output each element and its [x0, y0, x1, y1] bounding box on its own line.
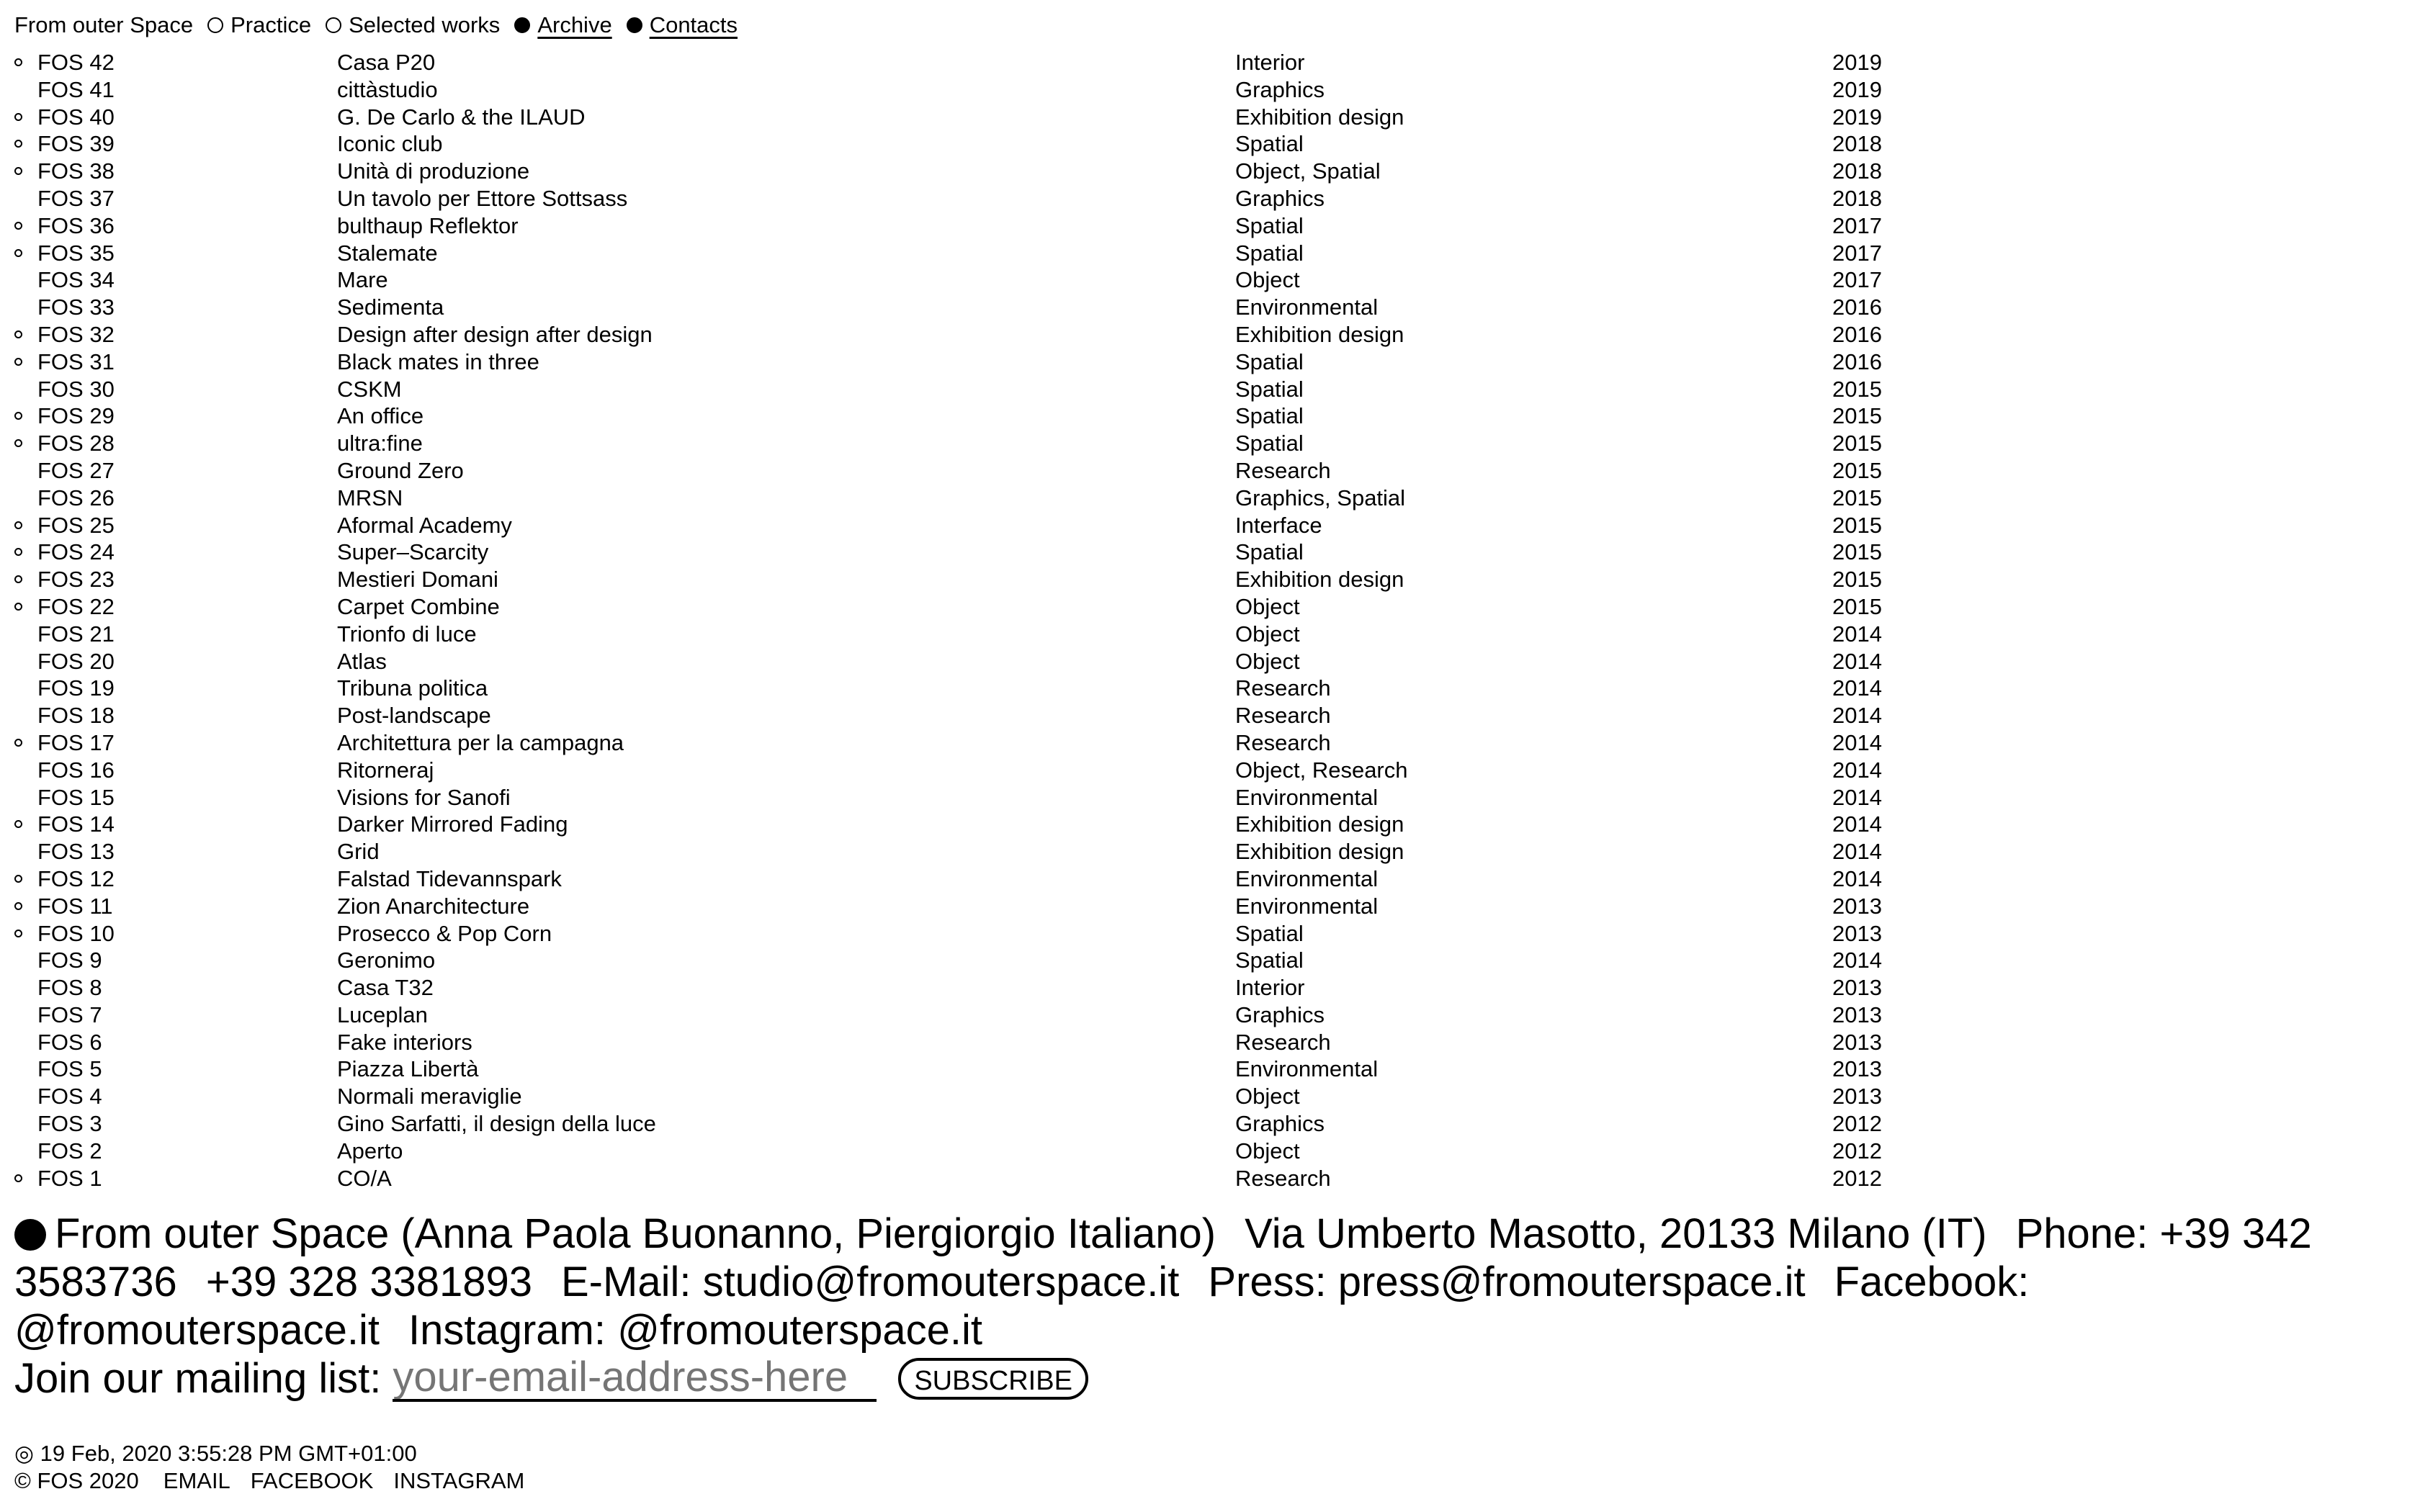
project-code: FOS 38 — [37, 158, 115, 184]
project-title[interactable]: Tribuna politica — [337, 675, 488, 701]
project-title[interactable]: cittàstudio — [337, 76, 438, 102]
project-year: 2015 — [1832, 485, 1882, 510]
table-row[interactable] — [0, 485, 2420, 512]
table-row[interactable] — [0, 402, 2420, 430]
project-code: FOS 15 — [37, 784, 115, 810]
project-title[interactable]: Aformal Academy — [337, 512, 512, 538]
project-category: Exhibition design — [1235, 839, 1404, 865]
project-title[interactable]: Unità di produzione — [337, 158, 530, 184]
selected-work-circle-icon — [14, 113, 22, 121]
project-code: FOS 21 — [37, 621, 115, 647]
project-category: Spatial — [1235, 948, 1304, 973]
project-year: 2015 — [1832, 431, 1882, 456]
table-row[interactable] — [0, 920, 2420, 948]
table-row[interactable] — [0, 1083, 2420, 1110]
project-year: 2016 — [1832, 321, 1882, 347]
project-title[interactable]: Fake interiors — [337, 1029, 472, 1055]
project-title[interactable]: Luceplan — [337, 1002, 428, 1027]
project-title[interactable]: Casa T32 — [337, 975, 434, 1001]
nav-label: Archive — [537, 12, 612, 37]
project-year: 2015 — [1832, 457, 1882, 483]
project-year: 2013 — [1832, 1002, 1882, 1027]
project-title[interactable]: Sedimenta — [337, 294, 444, 320]
selected-work-circle-icon — [14, 820, 22, 828]
email-input[interactable] — [393, 1356, 877, 1402]
project-year: 2016 — [1832, 294, 1882, 320]
project-title[interactable]: Black mates in three — [337, 348, 539, 374]
phone[interactable]: Phone: +39 342 3583736 — [14, 1210, 2312, 1305]
project-year: 2012 — [1832, 1111, 1882, 1137]
selected-work-circle-icon — [14, 1174, 22, 1182]
table-row[interactable] — [0, 1002, 2420, 1029]
project-code: FOS 11 — [37, 893, 113, 919]
project-title[interactable]: Mestieri Domani — [337, 567, 498, 593]
project-title[interactable]: Carpet Combine — [337, 593, 500, 619]
project-year: 2014 — [1832, 948, 1882, 973]
open-circle-icon — [207, 17, 223, 33]
table-row[interactable] — [0, 974, 2420, 1002]
filled-circle-icon — [514, 17, 530, 33]
archive-table — [0, 49, 2420, 1192]
project-title[interactable]: Trionfo di luce — [337, 621, 477, 647]
project-title[interactable]: Design after design after design — [337, 321, 653, 347]
project-year: 2018 — [1832, 158, 1882, 184]
project-code: FOS 19 — [37, 675, 115, 701]
project-code: FOS 28 — [37, 431, 115, 456]
table-row[interactable] — [0, 893, 2420, 920]
table-row[interactable] — [0, 294, 2420, 321]
project-title[interactable]: CO/A — [337, 1165, 392, 1191]
nav-contacts[interactable] — [627, 12, 738, 39]
project-year: 2019 — [1832, 50, 1882, 75]
selected-work-circle-icon — [14, 603, 22, 611]
project-code: FOS 5 — [37, 1056, 102, 1082]
project-category: Spatial — [1235, 539, 1304, 565]
project-year: 2013 — [1832, 975, 1882, 1001]
project-code: FOS 41 — [37, 76, 115, 102]
table-row[interactable] — [0, 702, 2420, 729]
selected-work-circle-icon — [14, 875, 22, 883]
footer-instagram-link[interactable]: INSTAGRAM — [393, 1468, 525, 1493]
project-year: 2015 — [1832, 539, 1882, 565]
project-category: Research — [1235, 675, 1331, 701]
project-year: 2015 — [1832, 593, 1882, 619]
page-footer — [14, 1210, 2406, 1495]
open-circle-icon — [326, 17, 341, 33]
project-category: Spatial — [1235, 920, 1304, 946]
project-title[interactable]: CSKM — [337, 376, 402, 402]
table-row[interactable] — [0, 430, 2420, 457]
selected-work-circle-icon — [14, 358, 22, 366]
project-code: FOS 1 — [37, 1165, 102, 1191]
project-title[interactable]: Zion Anarchitecture — [337, 893, 530, 919]
project-category: Spatial — [1235, 240, 1304, 266]
mailing-list-form — [14, 1354, 2406, 1403]
project-title[interactable]: bulthaup Reflektor — [337, 212, 519, 238]
project-year: 2015 — [1832, 512, 1882, 538]
project-category: Interior — [1235, 975, 1305, 1001]
project-code: FOS 32 — [37, 321, 115, 347]
selected-work-circle-icon — [14, 249, 22, 257]
timestamp-line — [14, 1440, 2406, 1467]
table-row[interactable] — [0, 376, 2420, 403]
project-code: FOS 25 — [37, 512, 115, 538]
project-title[interactable]: An office — [337, 403, 424, 429]
project-category: Research — [1235, 703, 1331, 729]
project-code: FOS 14 — [37, 811, 115, 837]
project-year: 2018 — [1832, 185, 1882, 211]
project-year: 2017 — [1832, 267, 1882, 293]
table-row[interactable] — [0, 212, 2420, 240]
project-category: Spatial — [1235, 431, 1304, 456]
selected-work-circle-icon — [14, 222, 22, 230]
project-category: Environmental — [1235, 784, 1379, 810]
table-row[interactable] — [0, 1165, 2420, 1192]
project-code: FOS 37 — [37, 185, 115, 211]
project-category: Research — [1235, 729, 1331, 755]
project-title[interactable]: Iconic club — [337, 131, 443, 157]
project-title[interactable]: Falstad Tidevannspark — [337, 865, 562, 891]
project-year: 2014 — [1832, 648, 1882, 674]
project-code: FOS 6 — [37, 1029, 102, 1055]
table-row[interactable] — [0, 947, 2420, 974]
project-year: 2014 — [1832, 675, 1882, 701]
project-code: FOS 29 — [37, 403, 115, 429]
filled-circle-icon — [627, 17, 642, 33]
project-code: FOS 17 — [37, 729, 115, 755]
table-row[interactable] — [0, 457, 2420, 485]
project-category: Exhibition design — [1235, 811, 1404, 837]
address: Via Umberto Masotto, 20133 Milano (IT) — [1245, 1210, 1987, 1257]
project-code: FOS 18 — [37, 703, 115, 729]
project-code: FOS 3 — [37, 1111, 102, 1137]
table-row[interactable] — [0, 76, 2420, 104]
email-contact[interactable]: E-Mail: studio@fromouterspace.it — [561, 1259, 1180, 1305]
project-title[interactable]: Grid — [337, 839, 380, 865]
project-title[interactable]: Piazza Libertà — [337, 1056, 479, 1082]
nav-archive[interactable] — [514, 12, 611, 39]
selected-work-circle-icon — [14, 548, 22, 556]
nav-label: Practice — [230, 12, 312, 37]
nav-label: Contacts — [649, 12, 738, 37]
project-year: 2013 — [1832, 893, 1882, 919]
project-title[interactable]: Visions for Sanofi — [337, 784, 511, 810]
selected-work-circle-icon — [14, 412, 22, 420]
selected-work-circle-icon — [14, 575, 22, 583]
project-year: 2014 — [1832, 621, 1882, 647]
project-category: Research — [1235, 1029, 1331, 1055]
table-row[interactable] — [0, 348, 2420, 376]
project-code: FOS 24 — [37, 539, 115, 565]
project-title[interactable]: Geronimo — [337, 948, 436, 973]
selected-work-circle-icon — [14, 739, 22, 747]
table-row[interactable] — [0, 566, 2420, 593]
instagram-contact[interactable]: Instagram: @fromouterspace.it — [408, 1307, 983, 1354]
press-contact[interactable]: Press: press@fromouterspace.it — [1208, 1259, 1806, 1305]
table-row[interactable] — [0, 729, 2420, 757]
project-title[interactable]: G. De Carlo & the ILAUD — [337, 104, 586, 130]
filled-circle-icon — [14, 1219, 46, 1251]
selected-work-circle-icon — [14, 330, 22, 338]
project-year: 2014 — [1832, 839, 1882, 865]
facebook-contact[interactable]: Facebook: @fromouterspace.it — [14, 1259, 2030, 1354]
project-category: Graphics — [1235, 185, 1325, 211]
project-year: 2014 — [1832, 784, 1882, 810]
project-code: FOS 9 — [37, 948, 102, 973]
target-icon: ◎ — [14, 1441, 40, 1466]
selected-work-circle-icon — [14, 521, 22, 529]
project-year: 2014 — [1832, 729, 1882, 755]
project-code: FOS 34 — [37, 267, 115, 293]
contact-info — [14, 1210, 2406, 1354]
project-code: FOS 10 — [37, 920, 115, 946]
table-row[interactable] — [0, 1029, 2420, 1056]
project-code: FOS 13 — [37, 839, 115, 865]
table-row[interactable] — [0, 865, 2420, 893]
project-category: Object — [1235, 593, 1300, 619]
project-code: FOS 4 — [37, 1084, 102, 1110]
project-category: Environmental — [1235, 1056, 1379, 1082]
project-code: FOS 22 — [37, 593, 115, 619]
table-row[interactable] — [0, 240, 2420, 267]
project-title[interactable]: Stalemate — [337, 240, 438, 266]
project-title[interactable]: Super–Scarcity — [337, 539, 489, 565]
project-code: FOS 7 — [37, 1002, 102, 1027]
project-year: 2015 — [1832, 567, 1882, 593]
project-code: FOS 27 — [37, 457, 115, 483]
nav-label: Selected works — [349, 12, 501, 37]
project-code: FOS 23 — [37, 567, 115, 593]
project-category: Spatial — [1235, 131, 1304, 157]
project-title[interactable]: Darker Mirrored Fading — [337, 811, 568, 837]
project-title[interactable]: Architettura per la campagna — [337, 729, 624, 755]
project-category: Interior — [1235, 50, 1305, 75]
project-title[interactable]: Mare — [337, 267, 388, 293]
project-title[interactable]: Un tavolo per Ettore Sottsass — [337, 185, 628, 211]
table-row[interactable] — [0, 838, 2420, 865]
project-code: FOS 36 — [37, 212, 115, 238]
project-year: 2015 — [1832, 403, 1882, 429]
table-row[interactable] — [0, 266, 2420, 294]
nav-practice[interactable] — [207, 12, 311, 39]
project-title[interactable]: Ritorneraj — [337, 757, 434, 783]
copyright: © FOS 2020 — [14, 1468, 139, 1493]
project-title[interactable]: Casa P20 — [337, 50, 436, 75]
project-year: 2014 — [1832, 865, 1882, 891]
project-category: Graphics — [1235, 1002, 1325, 1027]
footer-email-link[interactable]: EMAIL — [163, 1468, 230, 1493]
project-title[interactable]: MRSN — [337, 485, 403, 510]
project-category: Exhibition design — [1235, 104, 1404, 130]
table-row[interactable] — [0, 784, 2420, 811]
project-year: 2014 — [1832, 757, 1882, 783]
footer-links — [14, 1467, 2406, 1495]
project-year: 2019 — [1832, 104, 1882, 130]
table-row[interactable] — [0, 104, 2420, 131]
project-title[interactable]: Atlas — [337, 648, 387, 674]
table-row[interactable] — [0, 621, 2420, 648]
table-row[interactable] — [0, 675, 2420, 702]
table-row[interactable] — [0, 648, 2420, 675]
project-code: FOS 2 — [37, 1138, 102, 1164]
phone-2[interactable]: +39 328 3381893 — [205, 1259, 532, 1305]
project-year: 2017 — [1832, 240, 1882, 266]
project-year: 2013 — [1832, 1056, 1882, 1082]
project-title[interactable]: Normali meraviglie — [337, 1084, 522, 1110]
project-category: Object — [1235, 621, 1300, 647]
table-row[interactable] — [0, 539, 2420, 566]
project-code: FOS 33 — [37, 294, 115, 320]
project-year: 2014 — [1832, 703, 1882, 729]
project-category: Object — [1235, 648, 1300, 674]
selected-work-circle-icon — [14, 439, 22, 447]
table-row[interactable] — [0, 1110, 2420, 1138]
project-year: 2019 — [1832, 76, 1882, 102]
project-title[interactable]: Prosecco & Pop Corn — [337, 920, 552, 946]
project-code: FOS 26 — [37, 485, 115, 510]
project-year: 2013 — [1832, 920, 1882, 946]
project-year: 2017 — [1832, 212, 1882, 238]
project-title[interactable]: ultra:fine — [337, 431, 423, 456]
selected-work-circle-icon — [14, 930, 22, 937]
project-category: Graphics — [1235, 1111, 1325, 1137]
project-code: FOS 35 — [37, 240, 115, 266]
main-nav — [14, 12, 752, 39]
table-row[interactable] — [0, 757, 2420, 784]
project-category: Interface — [1235, 512, 1322, 538]
project-category: Spatial — [1235, 376, 1304, 402]
project-title[interactable]: Gino Sarfatti, il design della luce — [337, 1111, 656, 1137]
selected-work-circle-icon — [14, 167, 22, 175]
project-category: Exhibition design — [1235, 321, 1404, 347]
project-year: 2012 — [1832, 1138, 1882, 1164]
table-row[interactable] — [0, 185, 2420, 212]
project-category: Object, Spatial — [1235, 158, 1381, 184]
selected-work-circle-icon — [14, 902, 22, 910]
project-title[interactable]: Post-landscape — [337, 703, 491, 729]
project-category: Environmental — [1235, 865, 1379, 891]
table-row[interactable] — [0, 49, 2420, 76]
footer-facebook-link[interactable]: FACEBOOK — [250, 1468, 374, 1493]
brand-link[interactable]: From outer Space — [14, 12, 194, 37]
project-category: Research — [1235, 1165, 1331, 1191]
table-row[interactable] — [0, 593, 2420, 621]
project-category: Graphics — [1235, 76, 1325, 102]
project-category: Exhibition design — [1235, 567, 1404, 593]
project-year: 2013 — [1832, 1029, 1882, 1055]
project-category: Spatial — [1235, 212, 1304, 238]
project-category: Research — [1235, 457, 1331, 483]
project-year: 2015 — [1832, 376, 1882, 402]
nav-selected-works[interactable] — [326, 12, 500, 39]
project-title[interactable]: Ground Zero — [337, 457, 464, 483]
project-year: 2014 — [1832, 811, 1882, 837]
project-code: FOS 31 — [37, 348, 115, 374]
table-row[interactable] — [0, 1138, 2420, 1165]
project-code: FOS 16 — [37, 757, 115, 783]
project-code: FOS 30 — [37, 376, 115, 402]
studio-name: From outer Space (Anna Paola Buonanno, Piergiorgio Italiano) — [55, 1210, 1216, 1257]
project-code: FOS 39 — [37, 131, 115, 157]
project-category: Graphics, Spatial — [1235, 485, 1406, 510]
table-row[interactable] — [0, 130, 2420, 158]
project-category: Object — [1235, 1138, 1300, 1164]
project-category: Environmental — [1235, 893, 1379, 919]
project-category: Spatial — [1235, 403, 1304, 429]
project-code: FOS 40 — [37, 104, 115, 130]
project-category: Spatial — [1235, 348, 1304, 374]
project-year: 2013 — [1832, 1084, 1882, 1110]
table-row[interactable] — [0, 811, 2420, 838]
project-category: Object — [1235, 267, 1300, 293]
project-year: 2012 — [1832, 1165, 1882, 1191]
project-code: FOS 12 — [37, 865, 115, 891]
project-code: FOS 8 — [37, 975, 102, 1001]
project-year: 2016 — [1832, 348, 1882, 374]
subscribe-button[interactable]: SUBSCRIBE — [898, 1358, 1088, 1400]
selected-work-circle-icon — [14, 58, 22, 66]
table-row[interactable] — [0, 158, 2420, 185]
table-row[interactable] — [0, 512, 2420, 539]
project-code: FOS 42 — [37, 50, 115, 75]
timestamp: 19 Feb, 2020 3:55:28 PM GMT+01:00 — [40, 1441, 417, 1466]
project-category: Object — [1235, 1084, 1300, 1110]
project-category: Environmental — [1235, 294, 1379, 320]
project-category: Object, Research — [1235, 757, 1408, 783]
mailing-list-label: Join our mailing list: — [14, 1355, 382, 1402]
table-row[interactable] — [0, 321, 2420, 348]
project-title[interactable]: Aperto — [337, 1138, 403, 1164]
selected-work-circle-icon — [14, 140, 22, 148]
project-code: FOS 20 — [37, 648, 115, 674]
table-row[interactable] — [0, 1056, 2420, 1083]
project-year: 2018 — [1832, 131, 1882, 157]
